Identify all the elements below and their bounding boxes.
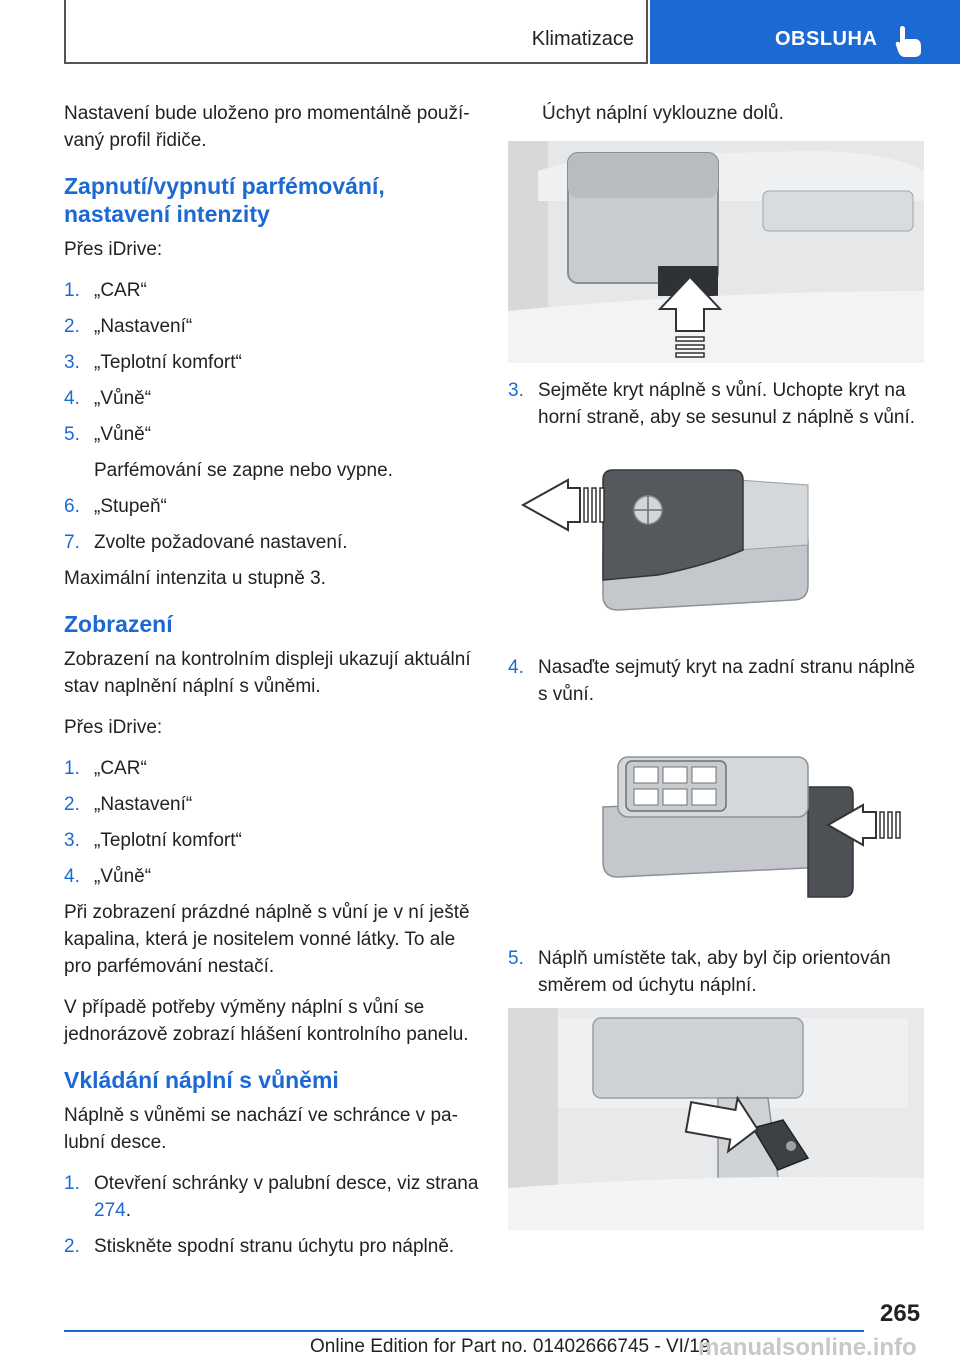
header-section-box bbox=[64, 0, 648, 64]
list-item: 3. „Teplotní komfort“ bbox=[64, 352, 242, 373]
right-steps-4 bbox=[508, 654, 924, 708]
header-tab-label: OBSLUHA bbox=[775, 28, 878, 50]
list-item: 3. Sejměte kryt náplně s vůní. Uchopte kryt na horní straně, aby se sesunul z náplně s vůní. bbox=[508, 380, 916, 428]
list-item: 5. Náplň umístěte tak, aby byl čip orientován směrem od úchytu náplní. bbox=[508, 948, 891, 996]
page-number: 265 bbox=[880, 1300, 921, 1327]
list-item: 7. Zvolte požadované nastavení. bbox=[64, 532, 348, 553]
list-item: 1. „CAR“ bbox=[64, 758, 147, 779]
insert-steps-list bbox=[64, 1170, 480, 1260]
holder-slides-text: Úchyt náplní vyklouzne dolů. bbox=[542, 103, 784, 124]
fragrance-steps-list bbox=[64, 277, 480, 556]
intro-text: Nastavení bude uloženo pro momentálně používaný profil řidiče. bbox=[64, 103, 470, 151]
right-column bbox=[508, 100, 924, 1244]
page-reference-link[interactable]: 274 bbox=[94, 1200, 126, 1221]
heading-fragrance-toggle: Zapnutí/vypnutí parfémování, nastavení intenzity bbox=[64, 173, 385, 227]
pointing-hand-icon bbox=[893, 24, 923, 58]
intensity-note: Maximální intenzita u stupně 3. bbox=[64, 568, 326, 589]
display-steps-list bbox=[64, 755, 480, 890]
watermark-text: manualsonline.info bbox=[698, 1334, 917, 1361]
heading-insert-cartridges: Vkládání náplní s vůněmi bbox=[64, 1067, 339, 1093]
list-item: 2. „Nastavení“ bbox=[64, 316, 193, 337]
right-steps-5 bbox=[508, 945, 924, 999]
list-item: 4. „Vůně“ bbox=[64, 388, 152, 409]
footer-edition-text: Online Edition for Part no. 01402666745 - VI/19 bbox=[310, 1336, 711, 1357]
figure-insert-cartridge bbox=[508, 1008, 924, 1230]
list-item: 2. „Nastavení“ bbox=[64, 794, 193, 815]
right-steps-3 bbox=[508, 377, 924, 431]
replacement-message-note: V případě potřeby výměny náplní s vůní se jednorázově zobrazí hlášení kontrolního panelu. bbox=[64, 997, 469, 1045]
via-idrive-label: Přes iDrive: bbox=[64, 717, 163, 738]
list-item: 4. „Vůně“ bbox=[64, 866, 152, 887]
figure-holder-slides-down bbox=[508, 141, 924, 363]
list-item: 2. Stiskněte spodní stranu úchytu pro náplně. bbox=[64, 1236, 455, 1257]
list-item: 1. Otevření schránky v palubní desce, viz strana 274. bbox=[64, 1173, 479, 1221]
figure-attach-cover bbox=[508, 717, 924, 931]
via-idrive-label: Přes iDrive: bbox=[64, 239, 163, 260]
footer-divider bbox=[64, 1330, 864, 1332]
header-tab bbox=[650, 0, 960, 64]
empty-cartridge-note: Při zobrazení prázdné náplně s vůní je v ní ještě kapalina, která je nositelem vonné látky. To ale pro parfémování nestačí. bbox=[64, 902, 470, 977]
display-description: Zobrazení na kontrolním displeji ukazují aktuální stav naplnění náplní s vůněmi. bbox=[64, 649, 471, 697]
list-item: 3. „Teplotní komfort“ bbox=[64, 830, 242, 851]
list-item: 6. „Stupeň“ bbox=[64, 496, 167, 517]
header-section-title: Klimatizace bbox=[531, 28, 634, 50]
step-result-text: Parfémování se zapne nebo vypne. bbox=[94, 460, 393, 481]
heading-display: Zobrazení bbox=[64, 611, 173, 637]
figure-remove-cover bbox=[508, 440, 924, 640]
list-item: 1. „CAR“ bbox=[64, 280, 147, 301]
list-item: 4. Nasaďte sejmutý kryt na zadní stranu náplně s vůní. bbox=[508, 657, 916, 705]
cartridge-location-text: Náplně s vůněmi se nachází ve schránce v palubní desce. bbox=[64, 1105, 458, 1153]
left-column bbox=[64, 100, 480, 1269]
list-item: 5. „Vůně“ Parfémování se zapne nebo vypne. bbox=[64, 421, 480, 484]
